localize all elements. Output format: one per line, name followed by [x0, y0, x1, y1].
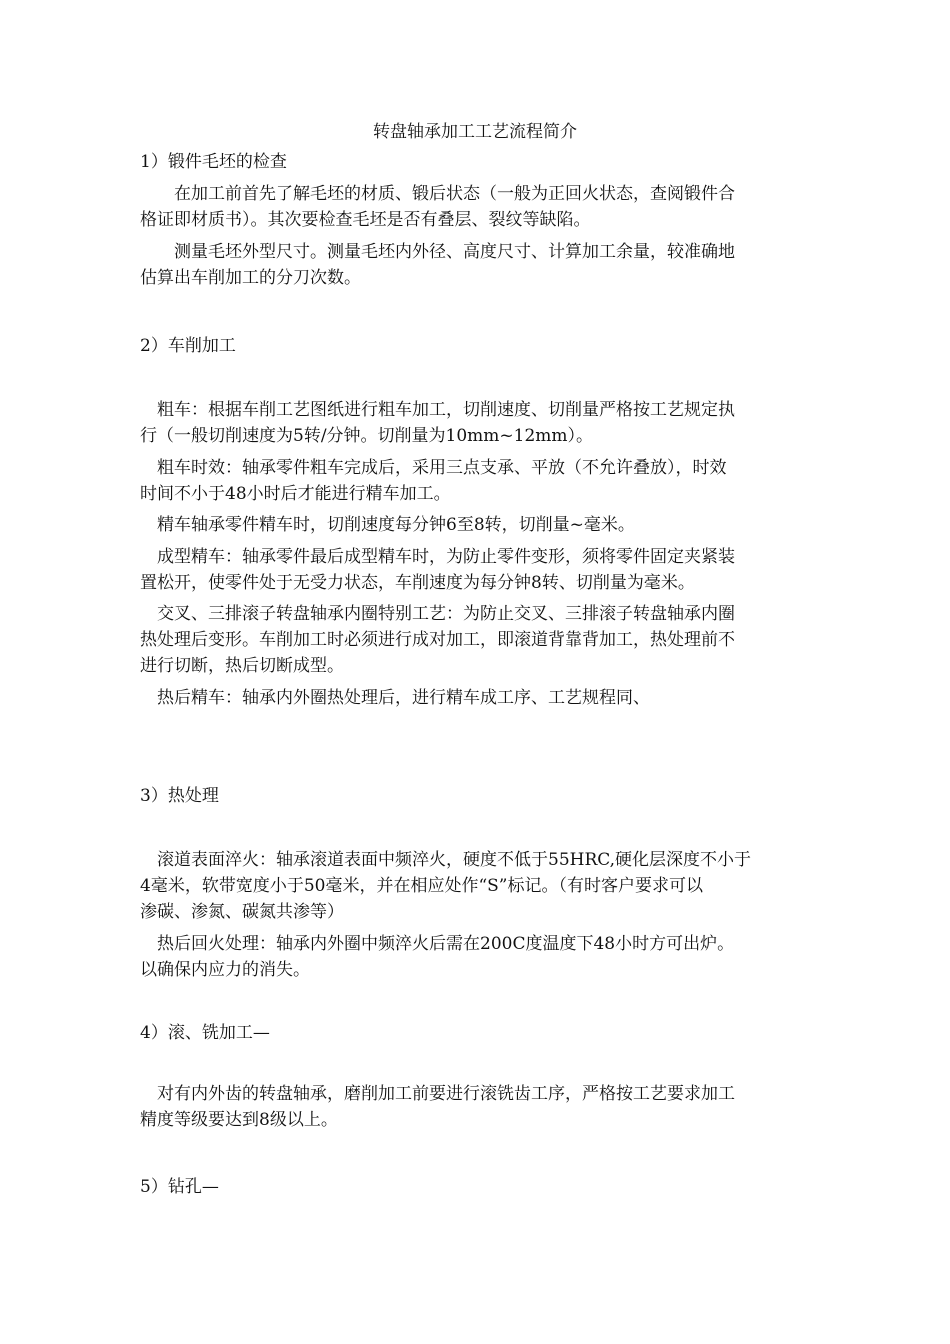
section-heading-heat-treatment: 3）热处理 — [140, 786, 219, 806]
paragraph-line: 粗车：根据车削工艺图纸进行粗车加工，切削速度、切削量严格按工艺规定执 — [140, 400, 735, 420]
paragraph-line: 成型精车：轴承零件最后成型精车时，为防止零件变形，须将零件固定夹紧装 — [140, 547, 735, 567]
paragraph-line: 对有内外齿的转盘轴承，磨削加工前要进行滚铣齿工序，严格按工艺要求加工 — [140, 1084, 735, 1104]
paragraph-line: 时间不小于48小时后才能进行精车加工。 — [140, 484, 451, 504]
section-heading-turning: 2）车削加工 — [140, 336, 236, 356]
paragraph-line: 精度等级要达到8级以上。 — [140, 1110, 338, 1130]
paragraph-line: 格证即材质书）。其次要检查毛坯是否有叠层、裂纹等缺陷。 — [140, 210, 591, 230]
paragraph-line: 热处理后变形。车削加工时必须进行成对加工，即滚道背靠背加工，热处理前不 — [140, 630, 735, 650]
paragraph-line: 置松开，使零件处于无受力状态，车削速度为每分钟8转、切削量为毫米。 — [140, 573, 695, 593]
paragraph-line: 粗车时效：轴承零件粗车完成后，采用三点支承、平放（不允许叠放），时效 — [140, 458, 727, 478]
paragraph-line: 在加工前首先了解毛坯的材质、锻后状态（一般为正回火状态，查阅锻件合 — [140, 184, 735, 204]
document-title: 转盘轴承加工工艺流程简介 — [373, 122, 577, 142]
paragraph-line: 热后精车：轴承内外圈热处理后，进行精车成工序、工艺规程同、 — [140, 688, 650, 708]
paragraph-line: 以确保内应力的消失。 — [140, 960, 310, 980]
section-heading-forging-inspection: 1）锻件毛坯的检查 — [140, 152, 287, 172]
paragraph-line: 行（一般切削速度为5转/分钟。切削量为10mm~12mm）。 — [140, 426, 594, 446]
paragraph-line: 测量毛坯外型尺寸。测量毛坯内外径、高度尺寸、计算加工余量，较准确地 — [140, 242, 735, 262]
paragraph-line: 估算出车削加工的分刀次数。 — [140, 268, 361, 288]
section-heading-drilling: 5）钻孔— — [140, 1177, 219, 1197]
paragraph-line: 热后回火处理：轴承内外圈中频淬火后需在200C度温度下48小时方可出炉。 — [140, 934, 735, 954]
paragraph-line: 进行切断，热后切断成型。 — [140, 656, 344, 676]
paragraph-line: 滚道表面淬火：轴承滚道表面中频淬火，硬度不低于55HRC,硬化层深度不小于 — [140, 850, 752, 870]
paragraph-line: 交叉、三排滚子转盘轴承内圈特别工艺：为防止交叉、三排滚子转盘轴承内圈 — [140, 604, 735, 624]
paragraph-line: 精车轴承零件精车时，切削速度每分钟6至8转，切削量~毫米。 — [140, 515, 635, 535]
paragraph-line: 4毫米，软带宽度小于50毫米，并在相应处作“S”标记。（有时客户要求可以 — [140, 876, 703, 896]
paragraph-line: 渗碳、渗氮、碳氮共渗等） — [140, 902, 344, 922]
section-heading-hobbing-milling: 4）滚、铣加工— — [140, 1023, 270, 1043]
